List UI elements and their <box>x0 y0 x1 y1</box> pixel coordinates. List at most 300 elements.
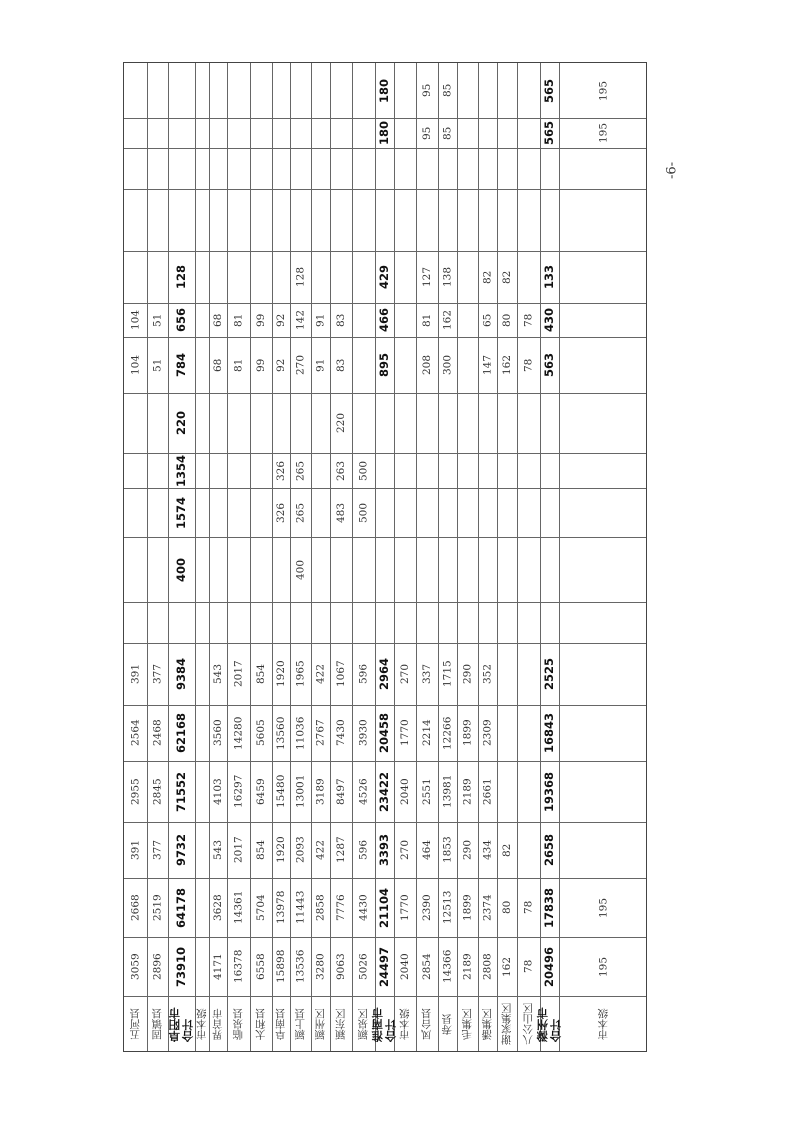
table-cell <box>209 537 227 602</box>
table-cell: 2551 <box>420 778 433 805</box>
table-cell: 563 <box>541 353 556 378</box>
row-label: 凤台县 <box>420 1008 433 1041</box>
table-cell <box>478 602 497 643</box>
table-cell: 162 <box>441 309 454 331</box>
table-cell <box>272 251 290 303</box>
table-cell: 104 <box>129 354 142 376</box>
row-label: 谢家集区 <box>500 1003 513 1046</box>
table-cell: 82 <box>500 270 513 284</box>
table-cell: 434 <box>481 839 494 861</box>
table-cell <box>517 705 540 761</box>
table-cell: 208 <box>420 354 433 376</box>
table-cell <box>311 393 330 453</box>
table-cell: 162 <box>500 956 513 977</box>
table-cell: 2525 <box>541 658 556 691</box>
table-cell <box>497 63 517 118</box>
table-cell <box>352 602 375 643</box>
table-cell <box>517 761 540 822</box>
table-cell: 138 <box>441 266 454 288</box>
table-cell <box>124 393 147 453</box>
table-cell <box>457 537 478 602</box>
table-cell: 17838 <box>541 887 556 928</box>
table-cell <box>311 453 330 488</box>
table-cell <box>227 393 250 453</box>
table-cell: 82 <box>500 843 513 857</box>
table-cell: 15480 <box>274 774 287 809</box>
table-cell: 3930 <box>357 719 370 747</box>
table-cell <box>124 537 147 602</box>
table-cell <box>478 148 497 189</box>
table-cell <box>227 189 250 251</box>
table-cell <box>540 488 559 537</box>
table-cell <box>124 251 147 303</box>
table-cell <box>497 453 517 488</box>
table-cell <box>250 148 272 189</box>
table-cell: 2858 <box>314 894 327 921</box>
table-cell <box>311 63 330 118</box>
table-cell: 565 <box>541 78 556 103</box>
table-cell: 91 <box>314 358 327 372</box>
table-cell <box>517 822 540 878</box>
table-cell: 290 <box>461 839 474 861</box>
table-cell <box>330 189 352 251</box>
table-cell: 68 <box>211 358 224 372</box>
table-cell <box>195 251 209 303</box>
table-cell <box>438 148 457 189</box>
row-label: 滁州市 合计 <box>535 1007 563 1042</box>
table-cell <box>416 189 438 251</box>
table-cell: 83 <box>334 313 347 327</box>
table-cell <box>394 118 416 148</box>
table-cell <box>457 63 478 118</box>
table-cell: 4103 <box>211 778 224 805</box>
data-table <box>123 62 647 1052</box>
table-cell: 2390 <box>420 894 433 921</box>
table-cell <box>457 189 478 251</box>
row-label: 太和县 <box>254 1008 267 1041</box>
table-cell: 78 <box>522 358 535 372</box>
table-cell <box>209 118 227 148</box>
table-cell <box>290 393 311 453</box>
table-cell <box>540 393 559 453</box>
table-cell: 80 <box>500 313 513 327</box>
table-cell <box>478 63 497 118</box>
table-cell: 9732 <box>173 834 188 867</box>
table-cell <box>457 148 478 189</box>
table-cell: 195 <box>597 956 610 977</box>
table-cell <box>352 393 375 453</box>
table-cell: 784 <box>173 353 188 378</box>
table-cell <box>272 118 290 148</box>
table-cell: 16843 <box>541 713 556 754</box>
table-cell: 2767 <box>314 719 327 747</box>
table-cell: 128 <box>294 266 307 288</box>
table-cell: 500 <box>357 502 370 523</box>
table-cell <box>147 488 168 537</box>
table-cell <box>195 488 209 537</box>
row-label: 五河县 <box>129 1008 142 1041</box>
table-cell <box>540 602 559 643</box>
table-cell <box>457 488 478 537</box>
table-cell <box>497 148 517 189</box>
table-cell <box>195 118 209 148</box>
table-cell: 543 <box>211 839 224 861</box>
table-cell: 483 <box>334 502 347 523</box>
table-cell: 13536 <box>294 949 307 984</box>
table-cell <box>124 63 147 118</box>
table-cell: 1354 <box>173 454 188 487</box>
table-cell <box>290 189 311 251</box>
table-cell <box>517 453 540 488</box>
table-cell: 2661 <box>481 778 494 805</box>
table-cell: 1899 <box>461 719 474 747</box>
table-cell <box>250 453 272 488</box>
table-cell: 3189 <box>314 778 327 805</box>
table-cell <box>478 453 497 488</box>
table-cell: 180 <box>376 121 391 146</box>
table-cell: 78 <box>522 313 535 327</box>
table-cell <box>394 537 416 602</box>
table-cell <box>375 189 394 251</box>
row-label: 阜阳市 合计 <box>167 1007 195 1042</box>
table-cell <box>250 118 272 148</box>
table-cell: 2214 <box>420 719 433 747</box>
table-cell: 5026 <box>357 953 370 980</box>
row-label: 阜南县 <box>274 1008 287 1041</box>
table-cell: 290 <box>461 663 474 685</box>
table-cell <box>559 643 648 705</box>
table-cell: 391 <box>129 839 142 861</box>
row-label: 寿县 <box>441 1014 454 1035</box>
table-cell <box>517 488 540 537</box>
table-cell <box>290 602 311 643</box>
table-cell: 91 <box>314 313 327 327</box>
table-cell <box>250 251 272 303</box>
table-cell: 596 <box>357 663 370 685</box>
table-cell <box>375 148 394 189</box>
table-cell <box>195 393 209 453</box>
table-cell <box>250 602 272 643</box>
table-cell <box>250 63 272 118</box>
table-cell <box>124 488 147 537</box>
table-cell: 180 <box>376 78 391 103</box>
table-cell: 81 <box>420 313 433 327</box>
table-cell: 4171 <box>211 953 224 980</box>
table-cell <box>416 602 438 643</box>
table-cell: 326 <box>274 502 287 523</box>
table-cell: 429 <box>376 265 391 290</box>
table-cell: 81 <box>232 358 245 372</box>
table-cell <box>311 118 330 148</box>
table-cell <box>195 148 209 189</box>
table-cell <box>416 148 438 189</box>
table-cell <box>195 878 209 937</box>
table-cell <box>311 537 330 602</box>
table-cell: 133 <box>541 265 556 290</box>
table-cell <box>352 251 375 303</box>
table-cell <box>457 337 478 393</box>
table-cell: 51 <box>151 313 164 327</box>
table-cell: 543 <box>211 663 224 685</box>
table-cell <box>290 148 311 189</box>
table-cell <box>416 453 438 488</box>
table-cell <box>559 303 648 337</box>
table-cell: 300 <box>441 354 454 376</box>
table-cell <box>559 453 648 488</box>
table-cell: 78 <box>522 900 535 915</box>
row-label: 界首市 <box>211 1008 224 1041</box>
table-cell <box>209 189 227 251</box>
table-cell: 127 <box>420 266 433 288</box>
table-cell <box>330 118 352 148</box>
table-cell: 337 <box>420 663 433 685</box>
table-cell: 13978 <box>274 890 287 925</box>
table-cell <box>559 822 648 878</box>
table-cell: 326 <box>274 460 287 481</box>
table-cell: 220 <box>173 411 188 436</box>
table-cell <box>227 602 250 643</box>
table-cell: 895 <box>376 353 391 378</box>
table-cell <box>168 602 195 643</box>
table-cell <box>457 602 478 643</box>
table-cell <box>227 118 250 148</box>
table-cell <box>478 393 497 453</box>
table-cell <box>394 189 416 251</box>
table-cell: 195 <box>597 897 610 918</box>
table-cell: 51 <box>151 358 164 372</box>
table-cell: 162 <box>500 354 513 376</box>
row-label: 市本级 <box>597 1008 610 1041</box>
table-cell: 270 <box>398 663 411 685</box>
table-cell <box>559 393 648 453</box>
table-cell: 147 <box>481 354 494 376</box>
table-cell <box>438 453 457 488</box>
table-cell <box>497 705 517 761</box>
table-cell <box>250 393 272 453</box>
table-cell: 20458 <box>376 713 391 754</box>
table-cell <box>227 63 250 118</box>
table-cell: 12266 <box>441 716 454 750</box>
table-cell <box>352 148 375 189</box>
table-cell: 15898 <box>274 949 287 984</box>
table-cell: 854 <box>254 839 267 861</box>
table-cell: 391 <box>129 663 142 685</box>
table-cell: 24497 <box>376 946 391 987</box>
table-cell: 220 <box>334 412 347 434</box>
table-cell: 2964 <box>376 658 391 691</box>
table-cell <box>517 393 540 453</box>
table-cell <box>195 537 209 602</box>
table-cell <box>330 63 352 118</box>
table-cell: 11036 <box>294 716 307 750</box>
table-cell <box>272 602 290 643</box>
table-cell: 2896 <box>151 953 164 980</box>
table-cell <box>517 118 540 148</box>
table-cell <box>478 537 497 602</box>
row-label: 颍上县 <box>294 1008 307 1041</box>
table-cell: 85 <box>441 83 454 98</box>
table-cell <box>497 761 517 822</box>
table-cell <box>394 251 416 303</box>
table-cell <box>168 148 195 189</box>
table-cell <box>195 761 209 822</box>
table-cell <box>478 488 497 537</box>
table-cell: 466 <box>376 308 391 333</box>
table-cell: 65 <box>481 313 494 327</box>
table-cell: 3393 <box>376 834 391 867</box>
table-cell <box>497 393 517 453</box>
table-cell <box>147 148 168 189</box>
table-cell <box>517 189 540 251</box>
table-cell: 1965 <box>294 660 307 688</box>
table-cell: 95 <box>420 126 433 140</box>
table-cell: 2468 <box>151 719 164 747</box>
table-cell <box>168 118 195 148</box>
table-cell: 270 <box>398 839 411 861</box>
table-cell <box>394 393 416 453</box>
table-cell <box>195 337 209 393</box>
table-cell: 565 <box>541 121 556 146</box>
table-cell <box>168 63 195 118</box>
table-cell <box>497 189 517 251</box>
table-cell <box>330 537 352 602</box>
row-label: 颍东区 <box>334 1008 347 1041</box>
table-cell <box>195 303 209 337</box>
table-cell: 6558 <box>254 953 267 980</box>
table-cell: 92 <box>274 313 287 327</box>
page-number: -6- <box>664 161 680 179</box>
table-cell: 2017 <box>232 660 245 688</box>
table-cell <box>124 453 147 488</box>
table-cell <box>209 488 227 537</box>
table-cell <box>559 148 648 189</box>
table-cell: 14361 <box>232 890 245 925</box>
table-cell <box>559 488 648 537</box>
table-cell: 464 <box>420 839 433 861</box>
table-cell: 12513 <box>441 890 454 925</box>
table-cell: 377 <box>151 839 164 861</box>
table-cell: 19368 <box>541 771 556 812</box>
table-cell <box>540 189 559 251</box>
row-label: 八公山区 <box>522 1003 535 1046</box>
table-cell <box>272 393 290 453</box>
table-cell: 14366 <box>441 949 454 984</box>
table-cell <box>227 251 250 303</box>
table-cell <box>438 488 457 537</box>
table-cell <box>352 63 375 118</box>
table-cell <box>209 251 227 303</box>
table-cell <box>394 148 416 189</box>
table-cell <box>209 63 227 118</box>
table-cell: 20496 <box>541 946 556 987</box>
table-cell <box>375 537 394 602</box>
table-cell: 500 <box>357 460 370 481</box>
table-cell <box>250 488 272 537</box>
row-label: 潘集区 <box>481 1008 494 1041</box>
table-cell <box>438 602 457 643</box>
table-cell <box>250 537 272 602</box>
table-cell <box>227 453 250 488</box>
table-cell <box>195 822 209 878</box>
table-cell: 2668 <box>129 894 142 921</box>
table-cell <box>559 705 648 761</box>
table-cell: 64178 <box>173 887 188 928</box>
table-cell: 99 <box>254 313 267 327</box>
table-cell <box>290 63 311 118</box>
table-cell: 92 <box>274 358 287 372</box>
table-cell <box>352 303 375 337</box>
table-cell <box>227 488 250 537</box>
table-cell <box>540 453 559 488</box>
table-cell: 596 <box>357 839 370 861</box>
table-cell: 1920 <box>274 836 287 864</box>
table-cell <box>311 602 330 643</box>
table-cell: 854 <box>254 663 267 685</box>
row-label: 淮南市 合计 <box>370 1007 398 1042</box>
table-cell: 352 <box>481 663 494 685</box>
table-cell <box>559 602 648 643</box>
table-cell: 80 <box>500 900 513 915</box>
table-cell <box>147 453 168 488</box>
table-cell <box>168 189 195 251</box>
table-cell <box>227 148 250 189</box>
row-label: 市本级 <box>195 1008 208 1041</box>
table-cell: 128 <box>173 265 188 290</box>
table-cell: 68 <box>211 313 224 327</box>
table-cell: 1287 <box>334 836 347 864</box>
table-cell: 422 <box>314 839 327 861</box>
table-cell: 1853 <box>441 836 454 864</box>
table-cell <box>195 63 209 118</box>
table-cell <box>394 488 416 537</box>
row-label: 颍泉区 <box>357 1008 370 1041</box>
table-cell <box>457 393 478 453</box>
table-cell: 13981 <box>441 774 454 809</box>
row-label: 颍州区 <box>314 1008 327 1041</box>
table-cell <box>517 148 540 189</box>
table-cell <box>330 251 352 303</box>
table-cell <box>147 393 168 453</box>
table-cell: 13560 <box>274 716 287 750</box>
table-cell: 5704 <box>254 894 267 921</box>
table-cell <box>438 393 457 453</box>
table-cell <box>352 337 375 393</box>
table-cell: 9384 <box>173 658 188 691</box>
table-cell <box>124 118 147 148</box>
table-cell <box>272 148 290 189</box>
table-cell: 656 <box>173 308 188 333</box>
table-cell: 2955 <box>129 778 142 805</box>
table-cell <box>375 393 394 453</box>
table-cell <box>416 537 438 602</box>
table-cell <box>559 189 648 251</box>
table-cell <box>559 761 648 822</box>
table-cell: 85 <box>441 126 454 140</box>
table-cell: 3560 <box>211 719 224 747</box>
table-cell <box>352 537 375 602</box>
table-cell <box>517 602 540 643</box>
table-cell: 3280 <box>314 953 327 980</box>
table-cell <box>457 118 478 148</box>
table-cell <box>517 537 540 602</box>
row-label: 市本级 <box>398 1008 411 1041</box>
table-cell: 2017 <box>232 836 245 864</box>
table-cell <box>209 393 227 453</box>
table-cell <box>394 602 416 643</box>
table-cell: 1770 <box>398 719 411 747</box>
table-cell <box>209 453 227 488</box>
table-cell <box>147 189 168 251</box>
